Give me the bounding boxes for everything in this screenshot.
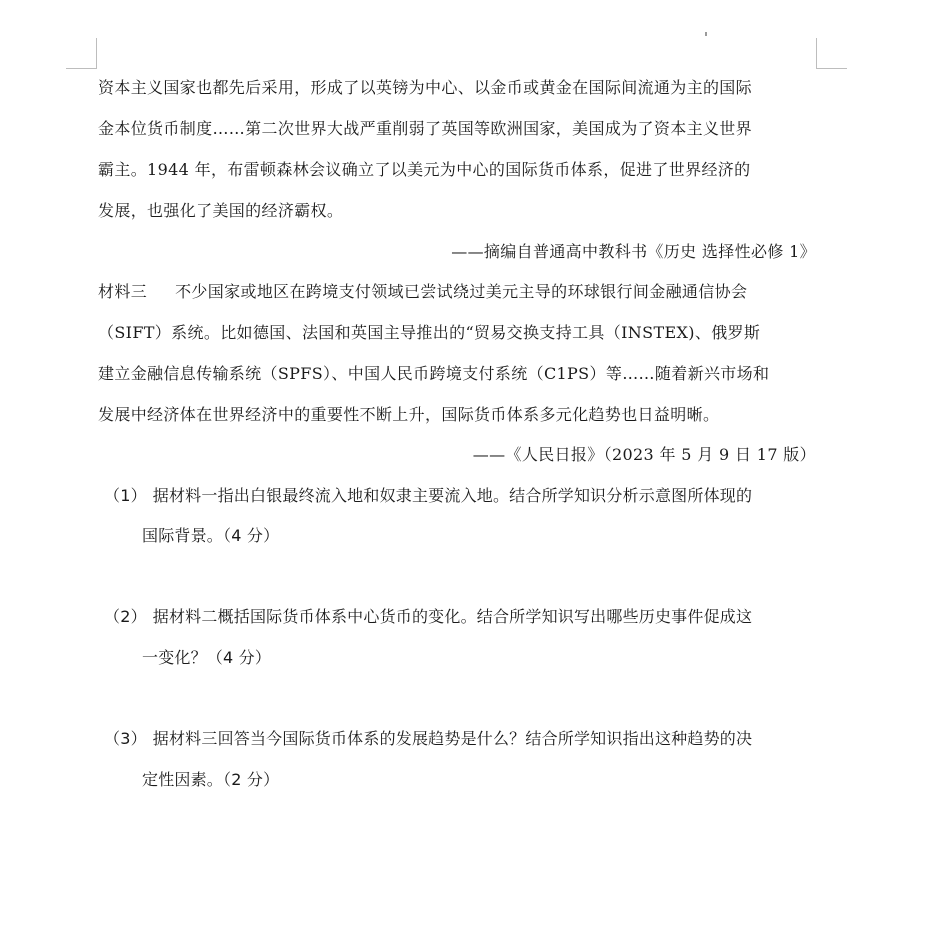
- material2-line-3: 霸主。1944 年，布雷顿森林会议确立了以美元为中心的国际货币体系，促进了世界经济的: [98, 160, 751, 179]
- material3-line-3: 建立金融信息传输系统（SPFS）、中国人民币跨境支付系统（C1PS）等……随着新兴市场和: [98, 364, 770, 383]
- question-3: [104, 729, 824, 749]
- question-2-line-2: 一变化？（4 分）: [142, 648, 272, 667]
- crop-mark-top-left: [66, 38, 97, 69]
- material3-first-line: [98, 282, 818, 302]
- material2-line-4: 发展，也强化了美国的经济霸权。: [98, 201, 344, 220]
- question-3-number: （3）: [104, 729, 147, 748]
- question-2-number: （2）: [104, 607, 147, 626]
- crop-mark-top-right: [816, 38, 847, 69]
- material2-source: ——摘编自普通高中教科书《历史 选择性必修 1》: [451, 242, 816, 261]
- material2-line-1: 资本主义国家也都先后采用，形成了以英镑为中心、以金币或黄金在国际间流通为主的国际: [98, 78, 753, 97]
- material3-source: ——《人民日报》（2023 年 5 月 9 日 17 版）: [472, 445, 816, 464]
- scan-speck: [705, 32, 707, 36]
- question-1-line-2: 国际背景。（4 分）: [142, 526, 280, 545]
- question-2-line-1: 据材料二概括国际货币体系中心货币的变化。结合所学知识写出哪些历史事件促成这: [152, 607, 753, 626]
- question-3-line-1: 据材料三回答当今国际货币体系的发展趋势是什么？结合所学知识指出这种趋势的决: [152, 729, 753, 748]
- question-2: [104, 607, 824, 627]
- material2-line-2: 金本位货币制度……第二次世界大战严重削弱了英国等欧洲国家，美国成为了资本主义世界: [98, 119, 753, 138]
- material3-line-4: 发展中经济体在世界经济中的重要性不断上升，国际货币体系多元化趋势也日益明晰。: [98, 405, 720, 424]
- question-1-number: （1）: [104, 486, 147, 505]
- question-3-line-2: 定性因素。（2 分）: [142, 770, 280, 789]
- question-1-line-1: 据材料一指出白银最终流入地和奴隶主要流入地。结合所学知识分析示意图所体现的: [152, 486, 753, 505]
- question-1: [104, 486, 824, 506]
- material3-label: 材料三: [98, 282, 148, 301]
- material3-line-1-text: 不少国家或地区在跨境支付领域已尝试绕过美元主导的环球银行间金融通信协会: [175, 282, 748, 301]
- material3-line-2: （SIFT）系统。比如德国、法国和英国主导推出的“贸易交换支持工具（INSTEX)、俄罗斯: [98, 323, 761, 342]
